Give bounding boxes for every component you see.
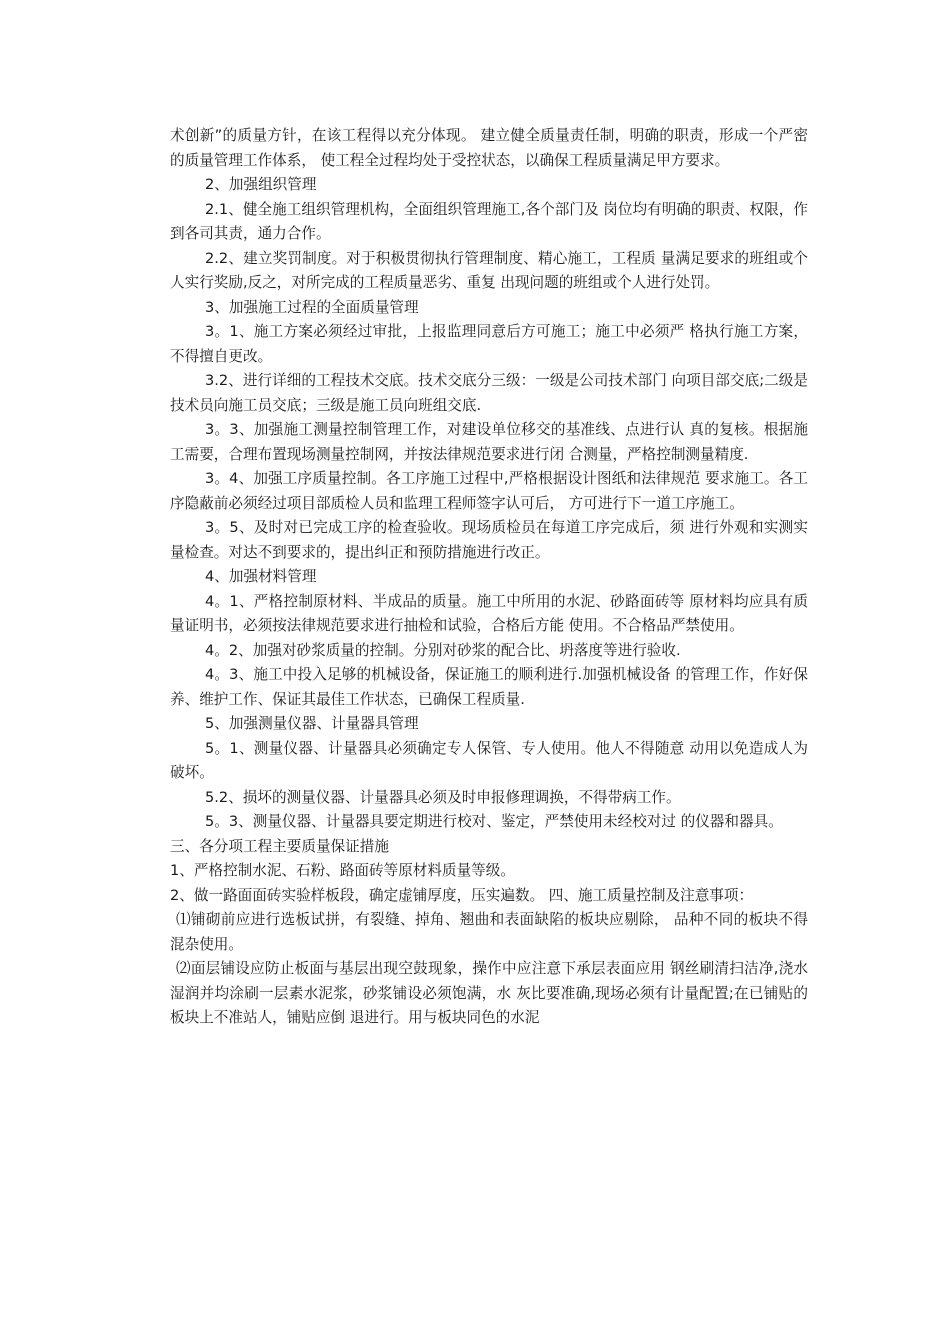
section-heading-2: 2、加强组织管理 <box>205 176 317 193</box>
paragraph-5-1: 5。1、测量仪器、计量器具必须确定专人保管、专人使用。他人不得随意 动用以免造成人为破坏。 <box>170 739 808 781</box>
paragraph-3-2: 3.2、进行详细的工程技术交底。技术交底分三级：一级是公司技术部门 向项目部交底;二级是技术员向施工员交底；三级是施工员向班组交底. <box>170 372 808 414</box>
section-heading-4: 4、加强材料管理 <box>205 568 317 585</box>
paragraph-5-2: 5.2、损坏的测量仪器、计量器具必须及时申报修理调换，不得带病工作。 <box>205 788 681 806</box>
note-item-1: ⑴铺砌前应进行选板试拼，有裂缝、掉角、翘曲和表面缺陷的板块应剔除， 品种不同的板块不得混杂使用。 <box>170 911 808 953</box>
paragraph-5-3: 5。3、测量仪器、计量器具要定期进行校对、鉴定，严禁使用未经校对过 的仪器和器具。 <box>205 813 783 830</box>
paragraph-3-4: 3。4、加强工序质量控制。各工序施工过程中,严格根据设计图纸和法律规范 要求施工。各工序隐蔽前必须经过项目部质检人员和监理工程师签字认可后， 方可进行下一道工序施工。 <box>170 470 808 512</box>
paragraph-2-1: 2.1、健全施工组织管理机构，全面组织管理施工,各个部门及 岗位均有明确的职责、权限，作到各司其责，通力合作。 <box>170 200 808 242</box>
paragraph-4-1: 4。1、严格控制原材料、半成品的质量。施工中所用的水泥、砂路面砖等 原材料均应具有质量证明书，必须按法律规范要求进行抽检和试验，合格后方能 使用。不合格品严禁使用。 <box>170 592 808 634</box>
paragraph-4-2: 4。2、加强对砂浆质量的控制。分别对砂浆的配合比、坍落度等进行验收. <box>205 641 681 659</box>
paragraph-3-3: 3。3、加强施工测量控制管理工作，对建设单位移交的基准线、点进行认 真的复核。根据施工需要，合理布置现场测量控制网，并按法律规范要求进行闭 合测量，严格控制测量精度. <box>170 421 808 463</box>
section-heading-3: 3、加强施工过程的全面质量管理 <box>205 298 419 316</box>
paragraph-3-5: 3。5、及时对已完成工序的检查验收。现场质检员在每道工序完成后，须 进行外观和实测实量检查。对达不到要求的，提出纠正和预防措施进行改正。 <box>170 519 808 561</box>
section-heading-5: 5、加强测量仪器、计量器具管理 <box>205 715 419 732</box>
measure-item-2: 2、做一路面面砖实验样板段，确定虚铺厚度，压实遍数。 四、施工质量控制及注意事项： <box>170 886 754 904</box>
paragraph-4-3: 4。3、施工中投入足够的机械设备，保证施工的顺利进行.加强机械设备 的管理工作，作好保养、维护工作、保证其最佳工作状态，已确保工程质量. <box>170 666 808 708</box>
measure-item-1: 1、严格控制水泥、石粉、路面砖等原材料质量等级。 <box>170 862 515 879</box>
chapter-heading-3: 三、各分项工程主要质量保证措施 <box>170 837 389 855</box>
document-page <box>170 124 808 1031</box>
paragraph-intro: 术创新”的质量方针，在该工程得以充分体现。 建立健全质量责任制，明确的职责，形成一个严密的质量管理工作体系， 使工程全过程均处于受控状态，以确保工程质量满足甲方要求。 <box>170 127 808 169</box>
note-item-2: ⑵面层铺设应防止板面与基层出现空鼓现象，操作中应注意下承层表面应用 钢丝刷清扫洁净,浇水湿润并均涂刷一层素水泥浆，砂浆铺设必须饱满，水 灰比要准确,现场必须有计量配置;在已铺贴的板块上不准站人，铺贴应倒 退进行。用与板块同色的水泥 <box>170 960 808 1026</box>
paragraph-2-2: 2.2、建立奖罚制度。对于积极贯彻执行管理制度、精心施工，工程质 量满足要求的班组或个人实行奖励,反之，对所完成的工程质量恶劣、重复 出现问题的班组或个人进行处罚。 <box>170 249 808 291</box>
paragraph-3-1: 3。1、施工方案必须经过审批，上报监理同意后方可施工；施工中必须严 格执行施工方案，不得擅自更改。 <box>170 323 808 365</box>
